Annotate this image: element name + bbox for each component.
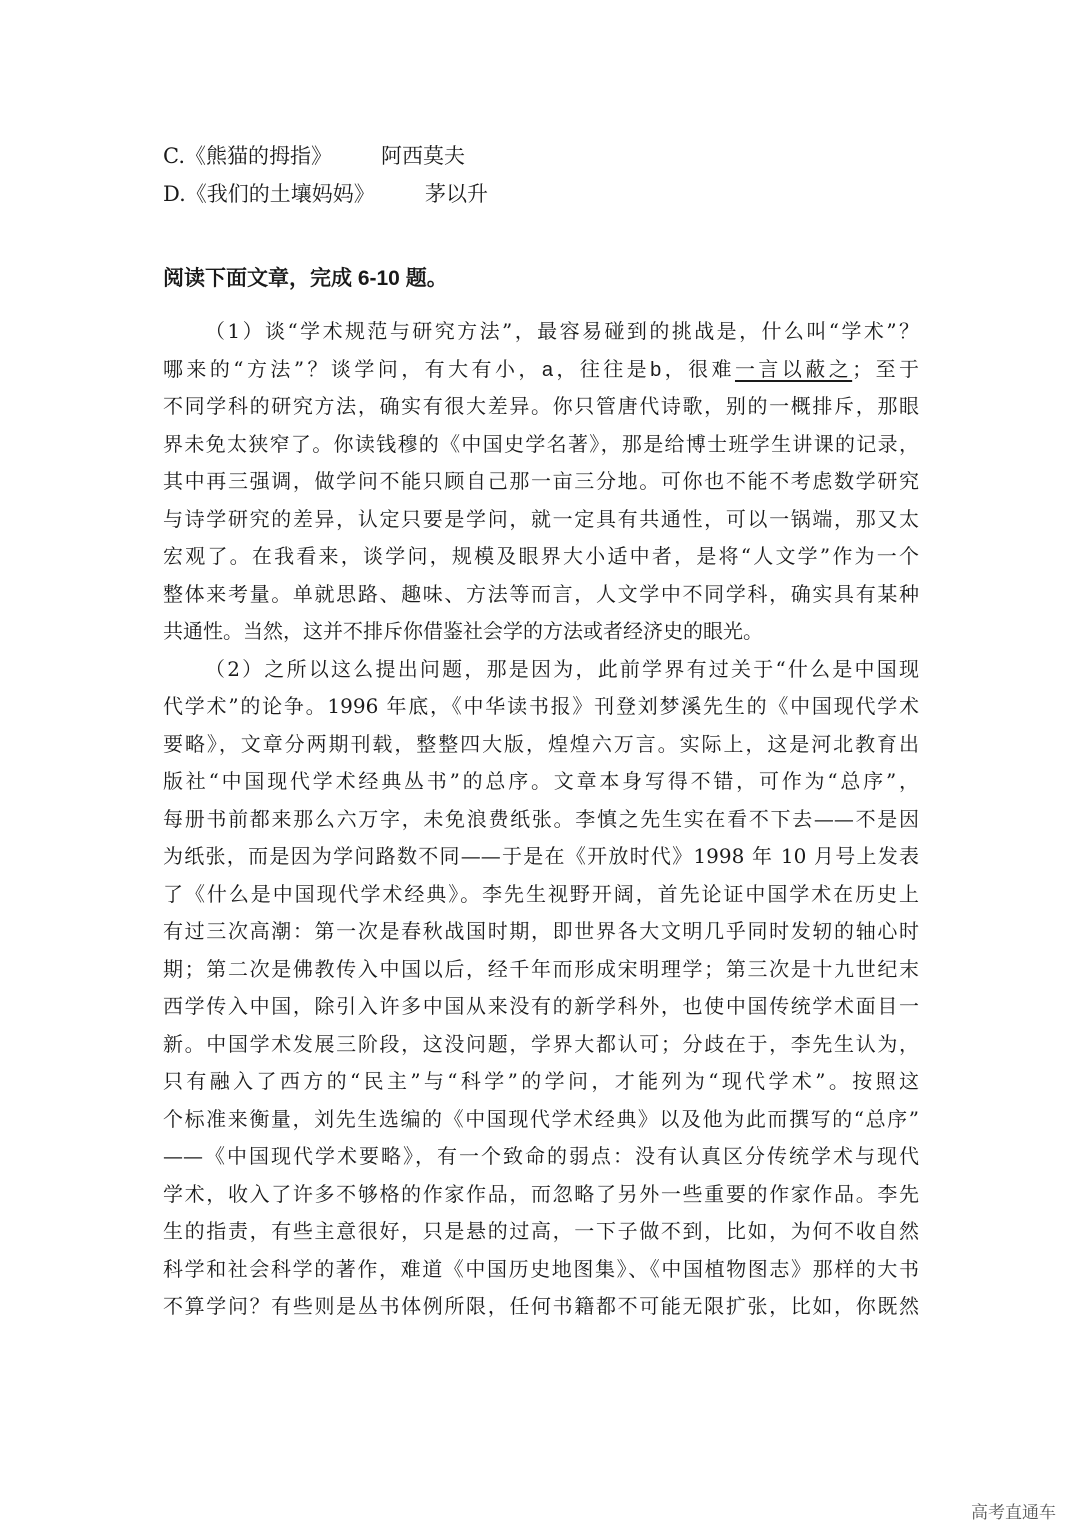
paragraph-2-line: ——《中国现代学术要略》，有一个致命的弱点：没有认真区分传统学术与现代 <box>163 1144 919 1168</box>
option-d-title: D.《我们的土壤妈妈》 <box>163 182 375 206</box>
watermark: 高考直通车 <box>971 1503 1056 1523</box>
paragraph-2-line: 科学和社会科学的著作，难道《中国历史地图集》、《中国植物图志》那样的大书 <box>163 1256 919 1281</box>
paragraph-2-line: 西学传入中国，除引入许多中国从来没有的新学科外，也使中国传统学术面目一 <box>163 994 919 1018</box>
paragraph-1-line <box>163 351 919 389</box>
paragraph-2-line: 期；第二次是佛教传入中国以后，经千年而形成宋明理学；第三次是十九世纪末 <box>163 956 919 981</box>
option-c-title: C.《熊猫的拇指》 <box>163 144 332 168</box>
reading-passage <box>163 313 919 1326</box>
blank-a: a <box>541 358 553 381</box>
text-segment: ，往往是 <box>552 356 651 381</box>
text-segment: ，很难 <box>661 356 735 381</box>
option-d <box>163 179 488 209</box>
paragraph-2-line: 版社“中国现代学术经典丛书”的总序。文章本身写得不错，可作为“总序”， <box>163 769 919 793</box>
paragraph-2-line: 个标准来衡量，刘先生选编的《中国现代学术经典》以及他为此而撰写的“总序” <box>163 1106 919 1131</box>
paragraph-2-line: 学术，收入了许多不够格的作家作品，而忽略了另外一些重要的作家作品。李先 <box>163 1181 919 1206</box>
underlined-phrase: 一言以蔽之 <box>734 356 853 381</box>
paragraph-2-line: 只有融入了西方的“民主”与“科学”的学问，才能列为“现代学术”。按照这 <box>163 1069 919 1093</box>
text-segment: 哪来的“方法”？谈学问，有大有小， <box>163 356 542 381</box>
option-c <box>163 141 465 171</box>
paragraph-2-line: 新。中国学术发展三阶段，这没问题，学界大都认可；分歧在于，李先生认为， <box>163 1031 919 1056</box>
reading-instruction: 阅读下面文章，完成 6-10 题。 <box>163 267 448 290</box>
paragraph-1-line: （1）谈“学术规范与研究方法”，最容易碰到的挑战是，什么叫“学术”？ <box>205 319 919 343</box>
paragraph-1-line: 共通性。当然，这并不排斥你借鉴社会学的方法或者经济史的眼光。 <box>163 619 763 643</box>
paragraph-1-line: 与诗学研究的差异，认定只要是学问，就一定具有共通性，可以一锅端，那又太 <box>163 506 919 531</box>
text-segment: ；至于 <box>852 356 919 381</box>
option-d-author: 茅以升 <box>425 182 488 206</box>
paragraph-2-line: 生的指责，有些主意很好，只是悬的过高，一下子做不到，比如，为何不收自然 <box>163 1219 919 1243</box>
paragraph-2-line: （2）之所以这么提出问题，那是因为，此前学界有过关于“什么是中国现 <box>205 656 919 681</box>
paragraph-2-line: 为纸张，而是因为学问路数不同——于是在《开放时代》1998 年 10 月号上发表 <box>163 844 919 868</box>
paragraph-1-line: 整体来考量。单就思路、趣味、方法等而言，人文学中不同学科，确实具有某种 <box>163 581 919 606</box>
paragraph-1-line: 不同学科的研究方法，确实有很大差异。你只管唐代诗歌，别的一概排斥，那眼 <box>163 394 919 418</box>
paragraph-2-line: 不算学问？有些则是丛书体例所限，任何书籍都不可能无限扩张，比如，你既然 <box>163 1294 919 1318</box>
paragraph-2-line: 代学术”的论争。1996 年底，《中华读书报》刊登刘梦溪先生的《中国现代学术 <box>163 694 919 718</box>
paragraph-1-line: 其中再三强调，做学问不能只顾自己那一亩三分地。可你也不能不考虑数学研究 <box>163 469 919 493</box>
paragraph-2-line: 每册书前都来那么六万字，未免浪费纸张。李慎之先生实在看不下去——不是因 <box>163 806 919 831</box>
paragraph-2-line: 了《什么是中国现代学术经典》。李先生视野开阔，首先论证中国学术在历史上 <box>163 881 919 906</box>
paragraph-2-line: 要略》，文章分两期刊载，整整四大版，煌煌六万言。实际上，这是河北教育出 <box>163 731 919 756</box>
option-c-author: 阿西莫夫 <box>381 144 465 168</box>
paragraph-2-line: 有过三次高潮：第一次是春秋战国时期，即世界各大文明几乎同时发轫的轴心时 <box>163 919 919 943</box>
paragraph-1-line: 界未免太狭窄了。你读钱穆的《中国史学名著》，那是给博士班学生讲课的记录， <box>163 431 919 456</box>
paragraph-1-line: 宏观了。在我看来，谈学问，规模及眼界大小适中者，是将“人文学”作为一个 <box>163 544 919 568</box>
blank-b: b <box>650 358 662 381</box>
